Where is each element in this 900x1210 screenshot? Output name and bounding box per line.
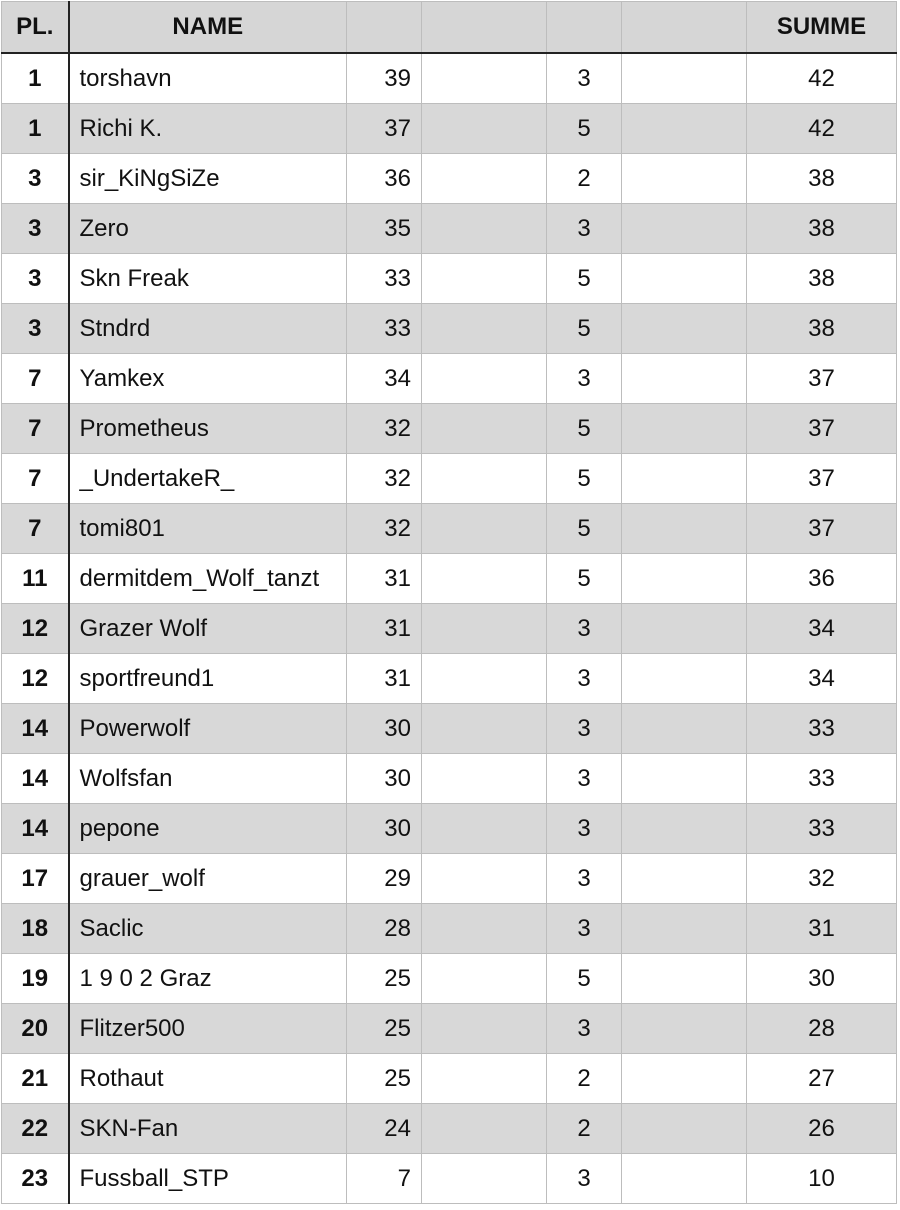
header-sum: SUMME	[747, 2, 897, 54]
name-cell: sportfreund1	[69, 654, 347, 704]
name-cell: 1 9 0 2 Graz	[69, 954, 347, 1004]
blank-cell-2	[622, 854, 747, 904]
table-row	[2, 904, 897, 954]
points-cell: 36	[347, 154, 422, 204]
table-row	[2, 554, 897, 604]
blank-cell-1	[422, 404, 547, 454]
table-row	[2, 1054, 897, 1104]
bonus-cell: 3	[547, 704, 622, 754]
blank-cell-1	[422, 254, 547, 304]
rank-cell: 12	[2, 604, 69, 654]
blank-cell-1	[422, 304, 547, 354]
rank-cell: 14	[2, 754, 69, 804]
rank-cell: 1	[2, 104, 69, 154]
blank-cell-2	[622, 554, 747, 604]
points-cell: 32	[347, 404, 422, 454]
sum-cell: 28	[747, 1004, 897, 1054]
table-row	[2, 954, 897, 1004]
rank-cell: 17	[2, 854, 69, 904]
name-cell: Prometheus	[69, 404, 347, 454]
bonus-cell: 3	[547, 854, 622, 904]
rank-cell: 7	[2, 404, 69, 454]
rank-cell: 7	[2, 504, 69, 554]
table-row	[2, 204, 897, 254]
rank-cell: 3	[2, 154, 69, 204]
ranking-table	[1, 1, 897, 1204]
bonus-cell: 3	[547, 354, 622, 404]
rank-cell: 19	[2, 954, 69, 1004]
sum-cell: 26	[747, 1104, 897, 1154]
table-row	[2, 254, 897, 304]
sum-cell: 37	[747, 354, 897, 404]
blank-cell-2	[622, 304, 747, 354]
blank-cell-2	[622, 654, 747, 704]
points-cell: 28	[347, 904, 422, 954]
bonus-cell: 3	[547, 1004, 622, 1054]
points-cell: 31	[347, 604, 422, 654]
bonus-cell: 2	[547, 1054, 622, 1104]
sum-cell: 36	[747, 554, 897, 604]
bonus-cell: 5	[547, 454, 622, 504]
rank-cell: 21	[2, 1054, 69, 1104]
sum-cell: 33	[747, 804, 897, 854]
header-row	[2, 2, 897, 54]
sum-cell: 38	[747, 154, 897, 204]
rank-cell: 7	[2, 454, 69, 504]
rank-cell: 1	[2, 53, 69, 104]
blank-cell-1	[422, 1004, 547, 1054]
sum-cell: 42	[747, 104, 897, 154]
blank-cell-2	[622, 954, 747, 1004]
blank-cell-2	[622, 604, 747, 654]
name-cell: Stndrd	[69, 304, 347, 354]
bonus-cell: 2	[547, 154, 622, 204]
points-cell: 35	[347, 204, 422, 254]
header-name: NAME	[69, 2, 347, 54]
points-cell: 39	[347, 53, 422, 104]
blank-cell-1	[422, 704, 547, 754]
rank-cell: 14	[2, 804, 69, 854]
header-blank-2	[622, 2, 747, 54]
sum-cell: 34	[747, 604, 897, 654]
blank-cell-2	[622, 704, 747, 754]
rank-cell: 11	[2, 554, 69, 604]
points-cell: 30	[347, 804, 422, 854]
points-cell: 33	[347, 254, 422, 304]
name-cell: Grazer Wolf	[69, 604, 347, 654]
blank-cell-2	[622, 53, 747, 104]
blank-cell-1	[422, 604, 547, 654]
bonus-cell: 3	[547, 1154, 622, 1204]
sum-cell: 33	[747, 704, 897, 754]
blank-cell-1	[422, 154, 547, 204]
blank-cell-1	[422, 954, 547, 1004]
table-row	[2, 654, 897, 704]
name-cell: torshavn	[69, 53, 347, 104]
name-cell: grauer_wolf	[69, 854, 347, 904]
name-cell: Rothaut	[69, 1054, 347, 1104]
name-cell: pepone	[69, 804, 347, 854]
blank-cell-2	[622, 1154, 747, 1204]
name-cell: tomi801	[69, 504, 347, 554]
header-points	[347, 2, 422, 54]
points-cell: 37	[347, 104, 422, 154]
sum-cell: 38	[747, 304, 897, 354]
blank-cell-2	[622, 1004, 747, 1054]
table-row	[2, 504, 897, 554]
name-cell: dermitdem_Wolf_tanzt	[69, 554, 347, 604]
table-row	[2, 404, 897, 454]
name-cell: SKN-Fan	[69, 1104, 347, 1154]
blank-cell-2	[622, 404, 747, 454]
table-row	[2, 754, 897, 804]
bonus-cell: 3	[547, 604, 622, 654]
blank-cell-2	[622, 754, 747, 804]
blank-cell-2	[622, 904, 747, 954]
points-cell: 32	[347, 454, 422, 504]
name-cell: Yamkex	[69, 354, 347, 404]
sum-cell: 37	[747, 404, 897, 454]
name-cell: Fussball_STP	[69, 1154, 347, 1204]
name-cell: Wolfsfan	[69, 754, 347, 804]
blank-cell-1	[422, 754, 547, 804]
name-cell: Saclic	[69, 904, 347, 954]
bonus-cell: 3	[547, 53, 622, 104]
blank-cell-1	[422, 354, 547, 404]
blank-cell-2	[622, 354, 747, 404]
sum-cell: 34	[747, 654, 897, 704]
points-cell: 31	[347, 654, 422, 704]
header-bonus	[547, 2, 622, 54]
bonus-cell: 5	[547, 404, 622, 454]
sum-cell: 37	[747, 454, 897, 504]
blank-cell-2	[622, 1054, 747, 1104]
bonus-cell: 3	[547, 204, 622, 254]
bonus-cell: 2	[547, 1104, 622, 1154]
points-cell: 25	[347, 1004, 422, 1054]
bonus-cell: 3	[547, 804, 622, 854]
rank-cell: 7	[2, 354, 69, 404]
points-cell: 7	[347, 1154, 422, 1204]
points-cell: 31	[347, 554, 422, 604]
blank-cell-1	[422, 104, 547, 154]
blank-cell-1	[422, 854, 547, 904]
table-row	[2, 854, 897, 904]
bonus-cell: 3	[547, 904, 622, 954]
rank-cell: 23	[2, 1154, 69, 1204]
rank-cell: 20	[2, 1004, 69, 1054]
blank-cell-2	[622, 1104, 747, 1154]
rank-cell: 3	[2, 304, 69, 354]
bonus-cell: 5	[547, 104, 622, 154]
bonus-cell: 3	[547, 654, 622, 704]
blank-cell-1	[422, 204, 547, 254]
sum-cell: 42	[747, 53, 897, 104]
rank-cell: 22	[2, 1104, 69, 1154]
name-cell: Skn Freak	[69, 254, 347, 304]
table-row	[2, 604, 897, 654]
table-row	[2, 354, 897, 404]
points-cell: 24	[347, 1104, 422, 1154]
table-row	[2, 704, 897, 754]
table-row	[2, 304, 897, 354]
table-row	[2, 1004, 897, 1054]
points-cell: 33	[347, 304, 422, 354]
blank-cell-1	[422, 1054, 547, 1104]
sum-cell: 32	[747, 854, 897, 904]
blank-cell-2	[622, 504, 747, 554]
name-cell: Flitzer500	[69, 1004, 347, 1054]
rank-cell: 3	[2, 254, 69, 304]
points-cell: 34	[347, 354, 422, 404]
sum-cell: 38	[747, 254, 897, 304]
bonus-cell: 5	[547, 254, 622, 304]
points-cell: 30	[347, 704, 422, 754]
rank-cell: 18	[2, 904, 69, 954]
blank-cell-1	[422, 804, 547, 854]
bonus-cell: 5	[547, 504, 622, 554]
table-row	[2, 804, 897, 854]
header-rank: PL.	[2, 2, 69, 54]
blank-cell-2	[622, 204, 747, 254]
blank-cell-2	[622, 254, 747, 304]
points-cell: 29	[347, 854, 422, 904]
points-cell: 32	[347, 504, 422, 554]
blank-cell-1	[422, 654, 547, 704]
bonus-cell: 5	[547, 954, 622, 1004]
name-cell: Powerwolf	[69, 704, 347, 754]
points-cell: 25	[347, 954, 422, 1004]
table-row	[2, 53, 897, 104]
blank-cell-1	[422, 504, 547, 554]
blank-cell-2	[622, 154, 747, 204]
name-cell: Zero	[69, 204, 347, 254]
blank-cell-1	[422, 454, 547, 504]
table-row	[2, 454, 897, 504]
table-row	[2, 1154, 897, 1204]
blank-cell-1	[422, 1154, 547, 1204]
blank-cell-1	[422, 1104, 547, 1154]
sum-cell: 33	[747, 754, 897, 804]
table-row	[2, 154, 897, 204]
table-row	[2, 104, 897, 154]
sum-cell: 31	[747, 904, 897, 954]
rank-cell: 3	[2, 204, 69, 254]
bonus-cell: 5	[547, 554, 622, 604]
bonus-cell: 5	[547, 304, 622, 354]
rank-cell: 14	[2, 704, 69, 754]
table-row	[2, 1104, 897, 1154]
points-cell: 25	[347, 1054, 422, 1104]
name-cell: sir_KiNgSiZe	[69, 154, 347, 204]
blank-cell-2	[622, 104, 747, 154]
bonus-cell: 3	[547, 754, 622, 804]
blank-cell-2	[622, 804, 747, 854]
sum-cell: 10	[747, 1154, 897, 1204]
blank-cell-1	[422, 904, 547, 954]
sum-cell: 37	[747, 504, 897, 554]
name-cell: _UndertakeR_	[69, 454, 347, 504]
blank-cell-2	[622, 454, 747, 504]
sum-cell: 27	[747, 1054, 897, 1104]
sum-cell: 38	[747, 204, 897, 254]
sum-cell: 30	[747, 954, 897, 1004]
blank-cell-1	[422, 53, 547, 104]
blank-cell-1	[422, 554, 547, 604]
header-blank-1	[422, 2, 547, 54]
points-cell: 30	[347, 754, 422, 804]
rank-cell: 12	[2, 654, 69, 704]
name-cell: Richi K.	[69, 104, 347, 154]
